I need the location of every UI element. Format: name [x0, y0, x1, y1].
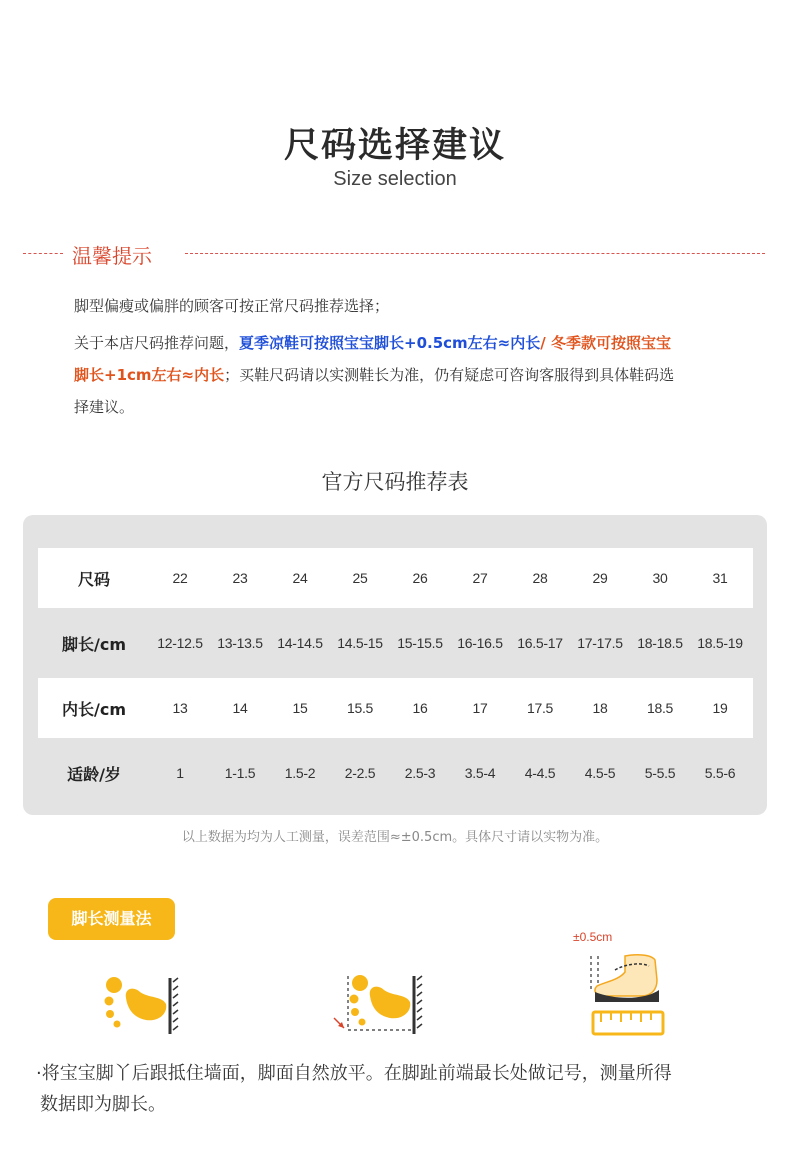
table-cell: 5-5.5	[644, 765, 676, 781]
table-cell: 22	[172, 570, 188, 586]
table-cell: 18.5-19	[697, 635, 743, 651]
table-cell: 13-13.5	[217, 635, 263, 651]
table-title: 官方尺码推荐表	[321, 470, 469, 494]
table-cell: 4.5-5	[584, 765, 616, 781]
table-cell: 15.5	[346, 700, 374, 716]
table-row-inner-length	[38, 678, 753, 738]
instruction-line: ·将宝宝脚丫后跟抵住墙面，脚面自然放平。在脚趾前端最长处做记号，测量所得	[36, 1063, 672, 1084]
row-header: 尺码	[77, 569, 110, 589]
tip-heading: 温馨提示	[72, 244, 152, 268]
table-cell: 16-16.5	[457, 635, 503, 651]
footprint-measure-icon	[330, 968, 425, 1038]
table-cell: 29	[592, 570, 608, 586]
measure-instruction	[36, 1058, 766, 1120]
tip-separator: /	[540, 334, 551, 352]
table-cell: 18-18.5	[637, 635, 683, 651]
divider-left	[23, 253, 63, 254]
table-cell: 25	[352, 570, 368, 586]
tolerance-label: ±0.5cm	[573, 930, 613, 944]
tip-winter-rule-a: 冬季款可按照宝宝	[550, 334, 671, 352]
table-cell: 15	[292, 700, 308, 716]
table-cell: 30	[652, 570, 668, 586]
tip-line-1: 脚型偏瘦或偏胖的顾客可按正常尺码推荐选择；	[74, 297, 390, 315]
table-cell: 18.5	[646, 700, 674, 716]
footprint-wall-icon	[100, 968, 180, 1038]
page-subtitle: Size selection	[333, 168, 457, 190]
table-cell: 17.5	[526, 700, 554, 716]
shoe-ruler-icon	[585, 950, 670, 1038]
row-header: 内长/cm	[61, 699, 126, 719]
divider-right	[185, 253, 765, 254]
table-cell: 2.5-3	[404, 765, 436, 781]
row-header: 脚长/cm	[61, 634, 126, 654]
table-row-age	[38, 743, 753, 803]
measure-method-badge: 脚长测量法	[48, 898, 175, 940]
table-cell: 1.5-2	[284, 765, 316, 781]
table-cell: 31	[712, 570, 728, 586]
table-cell: 24	[292, 570, 308, 586]
table-row-size	[38, 548, 753, 608]
table-cell: 18	[592, 700, 608, 716]
table-cell: 16	[412, 700, 428, 716]
table-cell: 12-12.5	[157, 635, 203, 651]
table-cell: 28	[532, 570, 548, 586]
table-cell: 4-4.5	[524, 765, 556, 781]
table-cell: 1-1.5	[224, 765, 256, 781]
table-cell: 27	[472, 570, 488, 586]
table-cell: 14-14.5	[277, 635, 323, 651]
table-note: 以上数据为均为人工测量，误差范围≈±0.5cm。具体尺寸请以实物为准。	[181, 830, 609, 845]
tip-text: ；买鞋尺码请以实测鞋长为准，仍有疑虑可咨询客服得到具体鞋码选	[224, 366, 675, 384]
table-cell: 19	[712, 700, 728, 716]
tip-line-4: 择建议。	[74, 398, 135, 416]
tip-summer-rule: 夏季凉鞋可按照宝宝脚长+0.5cm左右≈内长	[239, 334, 541, 352]
table-cell: 15-15.5	[397, 635, 443, 651]
table-cell: 14.5-15	[337, 635, 383, 651]
table-cell: 14	[232, 700, 248, 716]
table-cell: 16.5-17	[517, 635, 563, 651]
table-cell: 3.5-4	[464, 765, 496, 781]
instruction-line: 数据即为脚长。	[40, 1094, 166, 1115]
table-cell: 5.5-6	[704, 765, 736, 781]
table-cell: 23	[232, 570, 248, 586]
page-title: 尺码选择建议	[283, 126, 506, 166]
table-cell: 2-2.5	[344, 765, 376, 781]
table-cell: 17-17.5	[577, 635, 623, 651]
tip-line-3	[74, 359, 774, 391]
tip-line-2	[74, 327, 774, 359]
tip-text: 关于本店尺码推荐问题，	[74, 334, 240, 352]
table-cell: 1	[176, 765, 184, 781]
table-cell: 17	[472, 700, 488, 716]
table-cell: 13	[172, 700, 188, 716]
row-header: 适龄/岁	[67, 764, 121, 784]
tip-winter-rule-b: 脚长+1cm左右≈内长	[74, 366, 225, 384]
table-row-foot-length	[38, 613, 753, 673]
table-cell: 26	[412, 570, 428, 586]
